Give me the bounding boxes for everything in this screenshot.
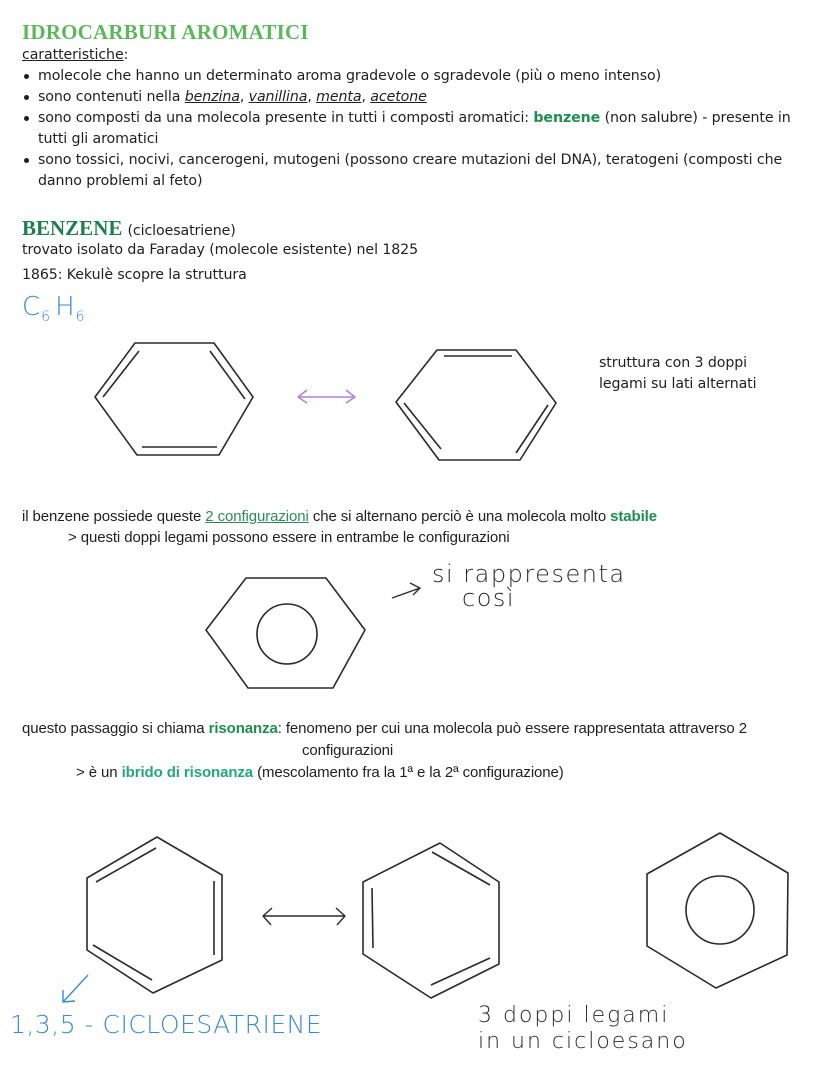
term-acetone: acetone [370, 89, 427, 105]
benzene-heading: BENZENE [22, 216, 123, 240]
list-item: sono contenuti nella benzina, vanillina, menta, acetone [22, 87, 812, 108]
term-risonanza: risonanza [208, 720, 278, 737]
structure-note: struttura con 3 doppi legami su lati alternati [599, 355, 757, 392]
label-doppi-legami: 3 doppi legami in un cicloesano [478, 1003, 688, 1054]
benzene-subtitle: (cicloesatriene) [127, 223, 236, 239]
handwritten-note: si rappresenta così [432, 560, 626, 612]
term-ibrido-di-risonanza: ibrido di risonanza [121, 764, 254, 781]
benzene-formula: $C_6$ $H_6$ [22, 292, 86, 326]
characteristics-list [22, 66, 812, 192]
resonance-line2: configurazioni [302, 742, 394, 759]
term-menta: menta [316, 89, 362, 105]
configurations-subnote: > questi doppi legami possono essere in entrambe le configurazioni [68, 529, 510, 546]
list-item: sono tossici, nocivi, cancerogeni, mutogeni (possono creare mutazioni del DNA), teratogeni (composti che danno problemi al feto) [22, 150, 812, 192]
benzene-discovery: trovato isolato da Faraday (molecole esistente) nel 1825 [22, 242, 419, 258]
characteristics-label: caratteristiche: [22, 47, 129, 63]
label-cicloesatriene: 1,3,5 - CICLOESATRIENE [10, 1010, 323, 1039]
benzene-heading-row [22, 216, 236, 242]
list-item: molecole che hanno un determinato aroma gradevole o sgradevole (più o meno intenso) [22, 66, 812, 87]
characteristics-label-text: caratteristiche [22, 47, 124, 63]
configurations-text: il benzene possiede queste 2 configurazioni che si alternano perciò è una molecola molto stabile [22, 508, 657, 525]
term-benzina: benzina [184, 89, 240, 105]
term-benzene: benzene [533, 110, 601, 126]
list-item: sono composti da una molecola presente in tutti i composti aromatici: benzene (non salubre) - presente in tutti gli aromatici [22, 108, 812, 150]
resonance-text: questo passaggio si chiama risonanza: fenomeno per cui una molecola può essere rappresentata attraverso 2 [22, 720, 747, 737]
benzene-kekule: 1865: Kekulè scopre la struttura [22, 267, 247, 283]
page-title: IDROCARBURI AROMATICI [22, 20, 309, 44]
configurations-link[interactable]: 2 configurazioni [205, 508, 309, 525]
term-vanillina: vanillina [248, 89, 308, 105]
term-stabile: stabile [610, 508, 657, 525]
resonance-subnote: > è un ibrido di risonanza (mescolamento fra la 1ª e la 2ª configurazione) [76, 764, 564, 781]
